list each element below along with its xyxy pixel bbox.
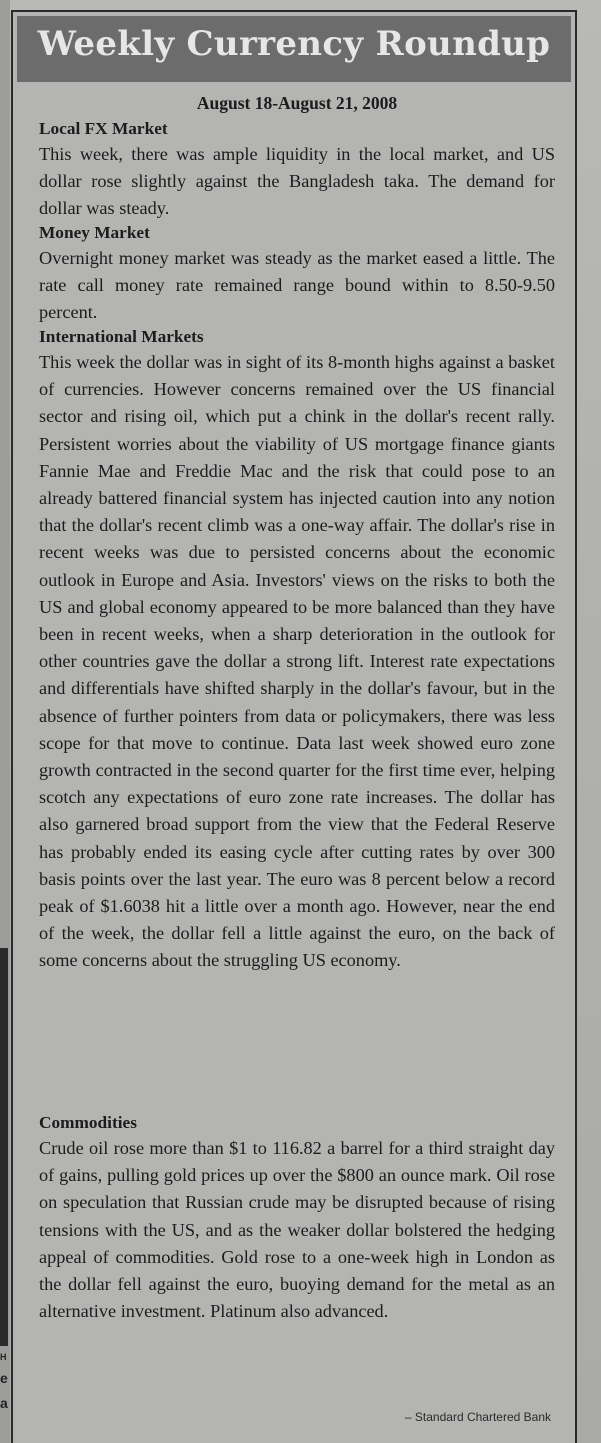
adjacent-column-fragment: e — [0, 1370, 8, 1386]
adjacent-column-fragment: H — [0, 1352, 7, 1362]
section-text-international: This week the dollar was in sight of its 8-month highs against a basket of currencies. However concerns remained over the US financial sector and rising oil, which put a chink in the dollar's recent rally. Persistent worries about the viability of US mortgage finance giants Fannie Mae and Freddie Mac and the risk that could pose to an already battered financial system has injected caution into any notion that the dollar's recent climb was a one-way affair. The dollar's rise in recent weeks was due to persisted concerns about the economic outlook in Europe and Asia. Investors' views on the risks to both the US and global economy appeared to be more balanced than they have been in recent weeks, when a sharp deterioration in the outlook for other countries gave the dollar a strong lift. Interest rate expectations and differentials have shifted sharply in the dollar's favour, but in the absence of further pointers from data or policymakers, there was less scope for that move to continue. Data last week showed euro zone growth contracted in the second quarter for the first time ever, helping scotch any expectations of euro zone rate increases. The dollar has also garnered broad support from the view that the Federal Reserve has probably ended its easing cycle after cutting rates by over 300 basis points over the last year. The euro was 8 percent below a record peak of $1.6038 hit a little over a month ago. However, near the end of the week, the dollar fell a little against the euro, on the back of some concerns about the struggling US economy. — [39, 352, 555, 971]
section-text-local-fx: This week, there was ample liquidity in the local market, and US dollar rose slightly against the Bangladesh taka. The demand for dollar was steady. — [39, 144, 555, 219]
article-date: August 18-August 21, 2008 — [196, 93, 398, 113]
section-heading-local-fx: Local FX Market — [39, 119, 168, 138]
section-text-money-market: Overnight money market was steady as the market eased a little. The rate call money rate remained range bound within to 8.50-9.50 percent. — [39, 248, 555, 323]
section-text-commodities: Crude oil rose more than $1 to 116.82 a barrel for a third straight day of gains, pulling gold prices up over the $800 an ounce mark. Oil rose on speculation that Russian crude may be disrupted because of rising tensions with the US, and as the weaker dollar bolstered the hedging appeal of commodities. Gold rose to a one-week high in London as the dollar fell against the euro, buoying demand for the metal as an alternative investment. Platinum also advanced. — [39, 1138, 555, 1322]
article-box — [11, 10, 577, 1443]
section-heading-commodities: Commodities — [39, 1113, 137, 1132]
article-title: Weekly Currency Roundup — [37, 24, 551, 64]
adjacent-column-dark-block — [0, 948, 8, 1346]
article-body — [39, 90, 555, 1385]
article-source: – Standard Chartered Bank — [404, 1410, 551, 1424]
section-heading-international: International Markets — [39, 327, 204, 346]
section-heading-money-market: Money Market — [39, 223, 150, 242]
article-header — [17, 16, 571, 82]
adjacent-column-fragment: a — [0, 1395, 8, 1411]
